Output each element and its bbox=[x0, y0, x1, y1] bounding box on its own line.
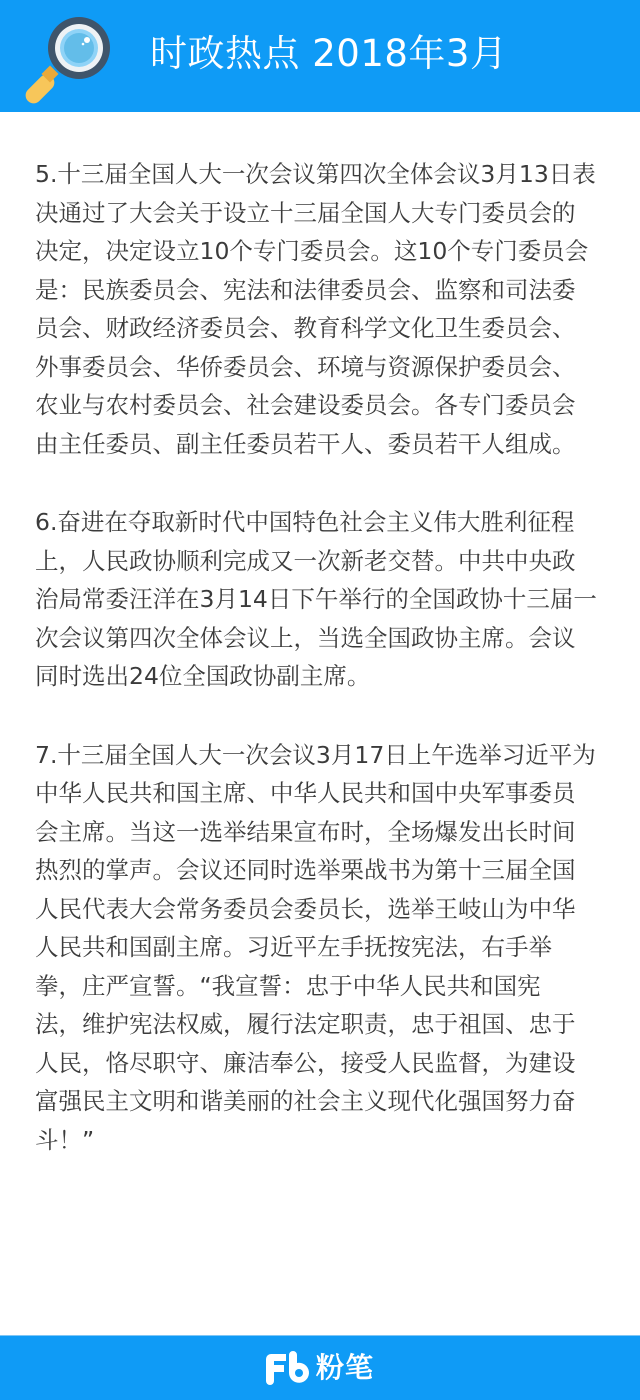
magnifier-icon bbox=[18, 12, 118, 108]
page-title: 时政热点 2018年3月 bbox=[150, 32, 508, 75]
text-line: 5.十三届全国人大一次会议第四次全体会议3月13日表 bbox=[35, 160, 596, 188]
text-line: 同时选出24位全国政协副主席。 bbox=[35, 662, 371, 690]
text-line: 人民共和国副主席。习近平左手抚按宪法，右手举 bbox=[35, 933, 552, 961]
text-line: 上，人民政协顺利完成又一次新老交替。中共中央政 bbox=[35, 546, 576, 575]
text-line: 人民，恪尽职守、廉洁奉公，接受人民监督，为建设 bbox=[35, 1048, 576, 1077]
text-line: 决定，决定设立10个专门委员会。这10个专门委员会 bbox=[35, 237, 589, 265]
text-line: 外事委员会、华侨委员会、环境与资源保护委员会、 bbox=[35, 352, 576, 381]
news-item-7 bbox=[35, 736, 625, 1160]
text-line: 富强民主文明和谐美丽的社会主义现代化强国努力奋 bbox=[35, 1087, 576, 1115]
news-item-5 bbox=[35, 155, 625, 463]
text-line: 拳，庄严宣誓。“我宣誓：忠于中华人民共和国宪 bbox=[35, 971, 541, 1000]
text-line: 斗！” bbox=[35, 1125, 95, 1154]
text-line: 法，维护宪法权威，履行法定职责，忠于祖国、忠于 bbox=[35, 1010, 576, 1038]
article-body bbox=[35, 155, 625, 1199]
footer-banner bbox=[0, 1335, 640, 1400]
text-line: 中华人民共和国主席、中华人民共和国中央军事委员 bbox=[35, 779, 576, 807]
text-line: 是：民族委员会、宪法和法律委员会、监察和司法委 bbox=[35, 275, 576, 304]
text-line: 6.奋进在夺取新时代中国特色社会主义伟大胜利征程 bbox=[35, 508, 575, 536]
text-line: 热烈的掌声。会议还同时选举栗战书为第十三届全国 bbox=[35, 856, 576, 884]
fenbi-logo-icon bbox=[262, 1351, 312, 1385]
brand-name: 粉笔 bbox=[316, 1351, 375, 1384]
text-line: 决通过了大会关于设立十三届全国人大专门委员会的 bbox=[35, 198, 576, 227]
brand-logo bbox=[262, 1350, 374, 1386]
text-line: 会主席。当这一选举结果宣布时，全场爆发出长时间 bbox=[35, 817, 576, 846]
header-banner bbox=[0, 0, 640, 112]
text-line: 由主任委员、副主任委员若干人、委员若干人组成。 bbox=[35, 429, 576, 458]
text-line: 农业与农村委员会、社会建设委员会。各专门委员会 bbox=[35, 391, 576, 419]
text-line: 7.十三届全国人大一次会议3月17日上午选举习近平为 bbox=[35, 740, 596, 769]
text-line: 次会议第四次全体会议上，当选全国政协主席。会议 bbox=[35, 623, 576, 652]
news-item-6 bbox=[35, 503, 625, 696]
text-line: 治局常委汪洋在3月14日下午举行的全国政协十三届一 bbox=[35, 585, 597, 613]
text-line: 员会、财政经济委员会、教育科学文化卫生委员会、 bbox=[35, 314, 576, 342]
text-line: 人民代表大会常务委员会委员长，选举王岐山为中华 bbox=[35, 894, 576, 923]
